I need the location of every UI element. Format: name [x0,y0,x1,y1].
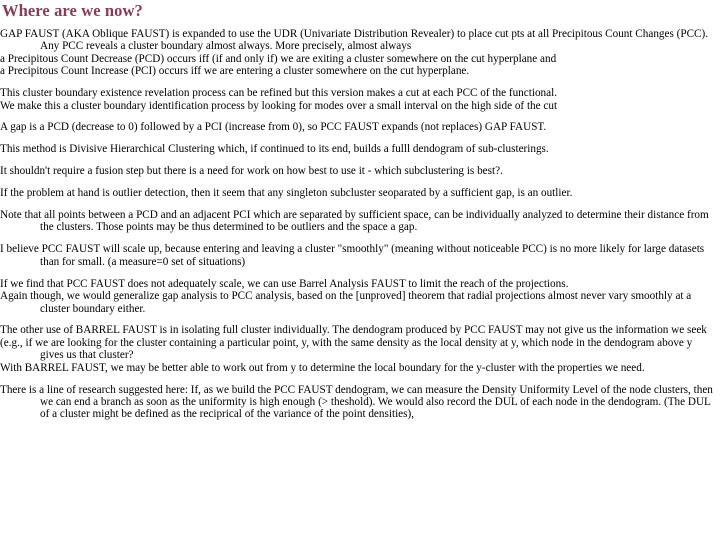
paragraph-spacer [0,78,718,88]
paragraph-barrel-isolation [0,324,718,374]
text-line: This cluster boundary existence revelation process can be refined but this version makes a cut at each PCC of the functional. [0,87,558,100]
text-line: a Precipitous Count Decrease (PCD) occurs iff (if and only if) we are exiting a cluster somewhere on the cut hyperplane and [0,52,557,65]
paragraph-barrel-analysis [0,278,718,315]
paragraph-scale-up [0,243,718,268]
paragraph-divisive-clustering [0,143,718,155]
paragraph-spacer [0,268,718,278]
paragraph-spacer [0,134,718,144]
paragraph-gap-faust [0,28,718,78]
text-line: GAP FAUST (AKA Oblique FAUST) is expanded to use the UDR (Univariate Distribution Revealer) to place cut pts at all Precipitous Count Changes (PCC). Any PCC reveals a cluster boundary almost always. More precisely, almost always [0,28,709,53]
paragraph-spacer [0,156,718,166]
paragraph-fusion-step [0,165,718,177]
paragraph-spacer [0,200,718,210]
text-line: We make this a cluster boundary identification process by looking for modes over a small interval on the high side of the cut [0,99,558,112]
paragraph-spacer [0,374,718,384]
page-title: Where are we now? [2,1,143,20]
text-line: If we find that PCC FAUST does not adequately scale, we can use Barrel Analysis FAUST to limit the reach of the projections. [0,277,569,290]
text-line: This method is Divisive Hierarchical Clustering which, if continued to its end, builds a fulll dendogram of sub-clusterings. [0,143,549,156]
text-line: a Precipitous Count Increase (PCI) occurs iff we are entering a cluster somewhere on the cut hyperplane. [0,65,470,78]
text-line: The other use of BARREL FAUST is in isolating full cluster individually. The dendogram produced by PCC FAUST may not give us the information we seek [0,324,707,337]
paragraph-spacer [0,178,718,188]
text-line: It shouldn't require a fusion step but there is a need for work on how best to use it - which subclustering is best?. [0,165,503,178]
text-line: Note that all points between a PCD and an adjacent PCI which are separated by sufficient space, can be individually analyzed to determine their distance from the clusters. Those points may be thus determined to be outliers and the space a gap. [0,209,709,234]
text-line: I believe PCC FAUST will scale up, because entering and leaving a cluster "smoothly" (meaning without noticeable PCC) is no more likely for large datasets than for small. (a measure=0 set of situations) [0,243,705,268]
text-line: If the problem at hand is outlier detection, then it seem that any singleton subcluster seoparated by a sufficient gap, is an outlier. [0,187,573,200]
paragraph-points-between [0,209,718,234]
text-line: A gap is a PCD (decrease to 0) followed by a PCI (increase from 0), so PCC FAUST expands (not replaces) GAP FAUST. [0,121,547,134]
paragraph-research-line [0,384,718,421]
paragraph-spacer [0,315,718,325]
slide-body [0,28,718,421]
paragraph-spacer [0,112,718,122]
text-line: (e.g., if we are looking for the cluster containing a particular point, y, with the same density as the local density at y, which node in the dendogram above y gives us that cluster? [0,336,693,362]
paragraph-outlier-detection [0,187,718,199]
text-line: With BARREL FAUST, we may be better able to work out from y to determine the local boundary for the y-cluster with the properties we need. [0,361,645,374]
paragraph-refinement [0,87,718,112]
text-line: There is a line of research suggested here: If, as we build the PCC FAUST dendogram, we can measure the Density Uniformity Level of the node clusters, then we can end a branch as soon as the uniformity is high enough (> theshold). We would also record the DUL of each node in the dendogram. (The DUL of a cluster might be defined as the reciprical of the variance of the point densities), [0,383,713,421]
paragraph-spacer [0,234,718,244]
paragraph-gap-definition [0,121,718,133]
text-line: Again though, we would generalize gap analysis to PCC analysis, based on the [unproved] theorem that radial projections almost never vary smoothly at a cluster boundary either. [0,290,692,315]
